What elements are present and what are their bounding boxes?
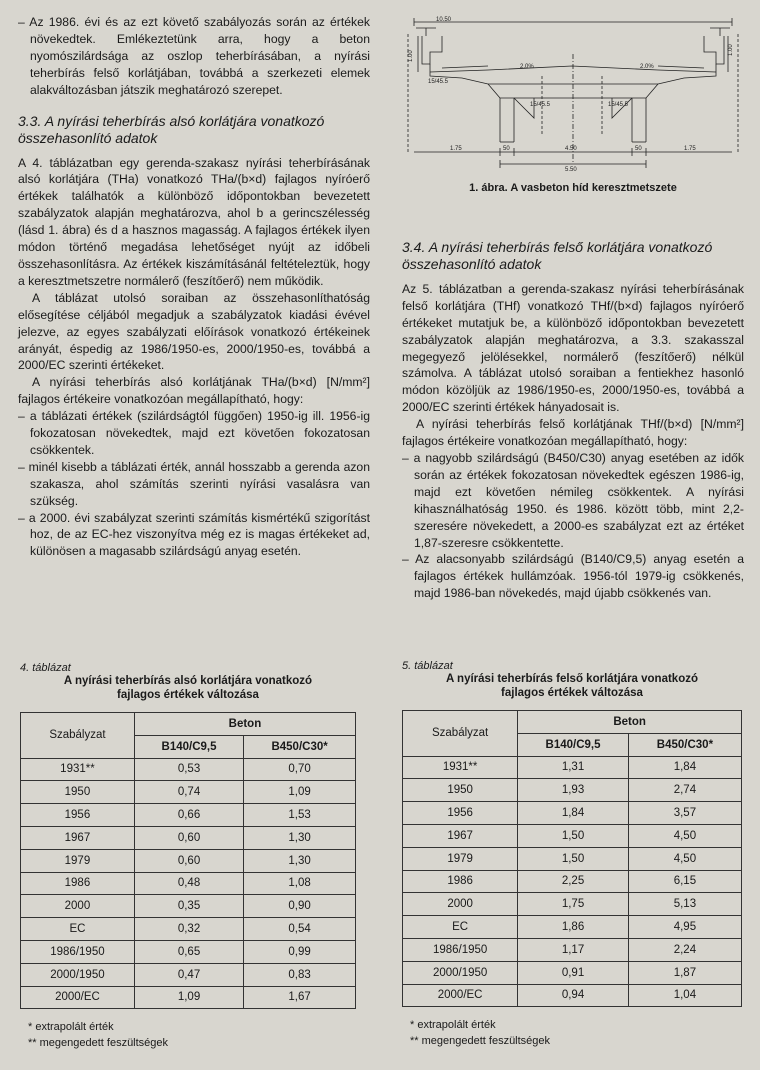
dim-bottom-label: 1.75 xyxy=(684,146,696,152)
table-cell: 2000 xyxy=(21,895,135,918)
paragraph: A táblázat utolsó soraiban az összehasonlíthatóság elősegítése céljából megadjuk a szabályzatok kiadási évével jelezve, az egyes szabályzati előírások vonatkozó értékeinek arányát, éspedig az 1986/1950-es, 2000/1950-es, továbbá a 2000/EC szerinti értékeket. xyxy=(18,290,370,373)
table-cell: 1979 xyxy=(21,849,135,872)
table-cell: 1967 xyxy=(403,824,518,847)
column-header: B140/C9,5 xyxy=(518,733,629,756)
table-row xyxy=(403,870,742,893)
table-title xyxy=(402,672,742,700)
table-row xyxy=(21,849,356,872)
table-row xyxy=(21,872,356,895)
table-cell: 1,30 xyxy=(244,849,356,872)
table-cell: 1967 xyxy=(21,826,135,849)
table-cell: 1931** xyxy=(403,756,518,779)
dim-bottom-label: 1.75 xyxy=(450,146,462,152)
table-cell: 1986/1950 xyxy=(21,940,135,963)
table-cell: 1,30 xyxy=(244,826,356,849)
table-cell: EC xyxy=(403,916,518,939)
left-column xyxy=(18,14,370,560)
table-cell: 4,95 xyxy=(628,916,741,939)
table-cell: 2,25 xyxy=(518,870,629,893)
table-title-line: A nyírási teherbírás felső korlátjára vonatkozó xyxy=(445,673,699,685)
table-cell: 0,60 xyxy=(134,849,243,872)
table-cell: 1,84 xyxy=(628,756,741,779)
table-cell: 4,50 xyxy=(628,824,741,847)
table-cell: 1,84 xyxy=(518,802,629,825)
dim-right-label: 1.00 xyxy=(728,44,734,56)
table-cell: 0,94 xyxy=(518,984,629,1007)
table-cell: 1,50 xyxy=(518,824,629,847)
table-cell: 1,67 xyxy=(244,986,356,1009)
list-item: – a 2000. évi szabályzat szerinti számítás kismértékű szigorítást hoz, de az EC-hez viszonyítva még ez is magas értékeket ad, különösen a magasabb szilárdságú anyag esetén. xyxy=(18,510,370,559)
column-header: B140/C9,5 xyxy=(134,735,243,758)
table-4 xyxy=(20,712,356,1009)
table-title xyxy=(20,674,356,702)
table-cell: 1,53 xyxy=(244,804,356,827)
footnote: ** megengedett feszültségek xyxy=(410,1035,551,1048)
table-row xyxy=(403,847,742,870)
dim-left-label: 1.00 xyxy=(408,50,414,62)
table-number: 4. táblázat xyxy=(20,662,71,674)
table-cell: 1,04 xyxy=(628,984,741,1007)
right-column xyxy=(402,14,744,602)
table-row xyxy=(21,918,356,941)
bridge-cross-section-figure xyxy=(402,14,744,172)
column-header: B450/C30* xyxy=(244,735,356,758)
footnote: * extrapolált érték xyxy=(410,1019,496,1032)
table-row xyxy=(403,824,742,847)
table-cell: 1,09 xyxy=(244,781,356,804)
list-item: – Az alacsonyabb szilárdságú (B140/C9,5) anyag esetén a fajlagos értékek hullámzóak. 1956-tól 1979-ig csökkenés, majd 1986-ban növekedés, majd újabb csökkenés van. xyxy=(402,552,744,601)
table-cell: 2000/EC xyxy=(21,986,135,1009)
table-cell: 3,57 xyxy=(628,802,741,825)
column-header: Szabályzat xyxy=(21,713,135,759)
slope-label: 2.0% xyxy=(520,64,534,70)
intro-bullet: – Az 1986. évi és az ezt követő szabályozás során az értékek növekedtek. Emlékeztetünk arra, hogy a beton nyomószilárdsága az oszlop teherbírásában, a nyírási teherbírás felső korlátjában, továbbá a szerkezeti elemek alakváltozásban játszik meghatározó szerepet. xyxy=(18,15,370,97)
dim-bottom-label: 50 xyxy=(503,146,510,152)
table-cell: 0,66 xyxy=(134,804,243,827)
paragraph: A nyírási teherbírás felső korlátjának THf/(b×d) [N/mm²] fajlagos értékeire vonatkozóan megállapítható, hogy: xyxy=(402,417,744,449)
table-cell: 0,53 xyxy=(134,758,243,781)
table-cell: 0,65 xyxy=(134,940,243,963)
table-cell: 2,24 xyxy=(628,938,741,961)
bridge-cross-section-drawing xyxy=(402,14,744,172)
figure-caption: 1. ábra. A vasbeton híd keresztmetszete xyxy=(469,182,677,194)
table-cell: 1950 xyxy=(21,781,135,804)
table-cell: 1,93 xyxy=(518,779,629,802)
table-cell: EC xyxy=(21,918,135,941)
table-cell: 2000/1950 xyxy=(403,961,518,984)
table-cell: 5,13 xyxy=(628,893,741,916)
table-row xyxy=(403,779,742,802)
table-cell: 1,86 xyxy=(518,916,629,939)
table-cell: 0,48 xyxy=(134,872,243,895)
paragraph: A nyírási teherbírás alsó korlátjának THa/(b×d) [N/mm²] fajlagos értékeire vonatkozóan megállapítható, hogy: xyxy=(18,375,370,407)
table-cell: 2000/EC xyxy=(403,984,518,1007)
list-item: – a táblázati értékek (szilárdságtól függően) 1950-ig ill. 1956-ig fokozatosan növekedtek, majd ezt követően fokozatosan csökkentek. xyxy=(18,409,370,457)
table-row xyxy=(403,756,742,779)
table-cell: 1,75 xyxy=(518,893,629,916)
table-cell: 0,70 xyxy=(244,758,356,781)
table-row xyxy=(403,916,742,939)
table-cell: 2000 xyxy=(403,893,518,916)
table-cell: 2000/1950 xyxy=(21,963,135,986)
table-cell: 1979 xyxy=(403,847,518,870)
table-number: 5. táblázat xyxy=(402,660,453,672)
column-header: B450/C30* xyxy=(628,733,741,756)
column-header: Beton xyxy=(518,711,742,734)
table-cell: 2,74 xyxy=(628,779,741,802)
table-cell: 0,83 xyxy=(244,963,356,986)
dim-total-label: 5.50 xyxy=(565,167,577,172)
paragraph: Az 5. táblázatban a gerenda-szakasz nyírási teherbírásának felső korlátjára (THf) vonatkozó THf/(b×d) fajlagos nyíróerő értékeket mutatjuk be, a különböző időpontokban bevezetett szabályzatok alapján meghatározva, a 3.3. szakasszal megegyező jelölésekkel, normálerő (feszítőerő) nélkül számolva. A táblázat utolsó soraiban a fentiekhez hasonló módon közöljük az 1986/1950-es, 2000/1950-es, továbbá a 2000/EC szerinti értékek hányadosait is. xyxy=(402,281,744,415)
table-notes xyxy=(402,1017,742,1049)
list-item: – a nagyobb szilárdságú (B450/C30) anyag esetében az idők során az értékek fokozatosan növekedtek egészen 1986-ig, majd ezt követően némileg csökkentek. A nyírási kihasználhatóság 1950. és 1986. között több, mint 2,2-szeresére növekedett, a 2000-es szabályzat ezt az értéket 1,87-szeresre csökkentette. xyxy=(402,450,744,550)
table-cell: 1956 xyxy=(21,804,135,827)
table-cell: 0,74 xyxy=(134,781,243,804)
table-title-line: A nyírási teherbírás alsó korlátjára vonatkozó xyxy=(63,675,313,687)
table-cell: 1931** xyxy=(21,758,135,781)
table-cell: 0,60 xyxy=(134,826,243,849)
dim-bottom-label: 4.50 xyxy=(565,146,577,152)
table-row xyxy=(21,826,356,849)
table-row xyxy=(403,961,742,984)
dim-top-label: 10.50 xyxy=(436,17,452,23)
table-cell: 1,50 xyxy=(518,847,629,870)
table-cell: 1986 xyxy=(21,872,135,895)
table-row xyxy=(21,986,356,1009)
table-title-line: fajlagos értékek változása xyxy=(117,689,259,701)
table-title-line: fajlagos értékek változása xyxy=(501,687,643,699)
haunch-label: 15/45.5 xyxy=(428,79,449,85)
section-title-3-4: 3.4. A nyírási teherbírás felső korlátjára vonatkozó összehasonlító adatok xyxy=(402,238,713,272)
footnote: ** megengedett feszültségek xyxy=(28,1037,169,1050)
table-cell: 1,08 xyxy=(244,872,356,895)
list-item: – minél kisebb a táblázati érték, annál hosszabb a gerenda azon szakasza, ahol számítás szerinti nyírási vasalásra van szükség. xyxy=(18,459,370,508)
table-cell: 0,91 xyxy=(518,961,629,984)
table-5 xyxy=(402,710,742,1007)
table-cell: 1956 xyxy=(403,802,518,825)
table-row xyxy=(403,893,742,916)
table-cell: 1,87 xyxy=(628,961,741,984)
table-row xyxy=(21,963,356,986)
dim-bottom-label: 50 xyxy=(635,146,642,152)
column-header: Beton xyxy=(134,713,355,736)
table-cell: 0,47 xyxy=(134,963,243,986)
table-row xyxy=(403,802,742,825)
table-cell: 4,50 xyxy=(628,847,741,870)
table-cell: 0,54 xyxy=(244,918,356,941)
column-header: Szabályzat xyxy=(403,711,518,757)
table-row xyxy=(21,804,356,827)
table-row xyxy=(21,781,356,804)
table-cell: 0,99 xyxy=(244,940,356,963)
table-cell: 1,09 xyxy=(134,986,243,1009)
table-cell: 1,17 xyxy=(518,938,629,961)
section-title-3-3: 3.3. A nyírási teherbírás alsó korlátjára vonatkozó összehasonlító adatok xyxy=(18,112,325,146)
table-cell: 0,32 xyxy=(134,918,243,941)
footnote: * extrapolált érték xyxy=(28,1021,114,1034)
table-5-block xyxy=(402,660,742,1049)
haunch-label: 15/45.5 xyxy=(608,102,629,108)
table-row xyxy=(403,984,742,1007)
haunch-label: 15/45.5 xyxy=(530,102,551,108)
paragraph: A 4. táblázatban egy gerenda-szakasz nyírási teherbírásának alsó korlátjára (THa) vonatkozó THa/(b×d) fajlagos nyíróerő értékek találhatók a különböző időpontokban bevezetett szabályzatok alapján meghatározva, ahol b a gerincszélesség (lásd 1. ábra) és d a hasznos magasság. A fajlagos értékek ilyen módon történő megadása lehetőséget nyújt az időbeli összehasonlításra. Az értékek kiszámításánál feltételeztük, hogy a keresztmetszetre normálerő (feszítőerő) nem működik. xyxy=(18,155,370,288)
slope-label: 2.0% xyxy=(640,64,654,70)
table-cell: 1950 xyxy=(403,779,518,802)
table-notes xyxy=(20,1019,356,1051)
table-4-block xyxy=(20,662,356,1051)
table-cell: 1,31 xyxy=(518,756,629,779)
table-cell: 6,15 xyxy=(628,870,741,893)
table-row xyxy=(21,758,356,781)
table-row xyxy=(21,895,356,918)
table-row xyxy=(403,938,742,961)
table-cell: 1986 xyxy=(403,870,518,893)
table-cell: 1986/1950 xyxy=(403,938,518,961)
table-row xyxy=(21,940,356,963)
table-cell: 0,90 xyxy=(244,895,356,918)
table-cell: 0,35 xyxy=(134,895,243,918)
